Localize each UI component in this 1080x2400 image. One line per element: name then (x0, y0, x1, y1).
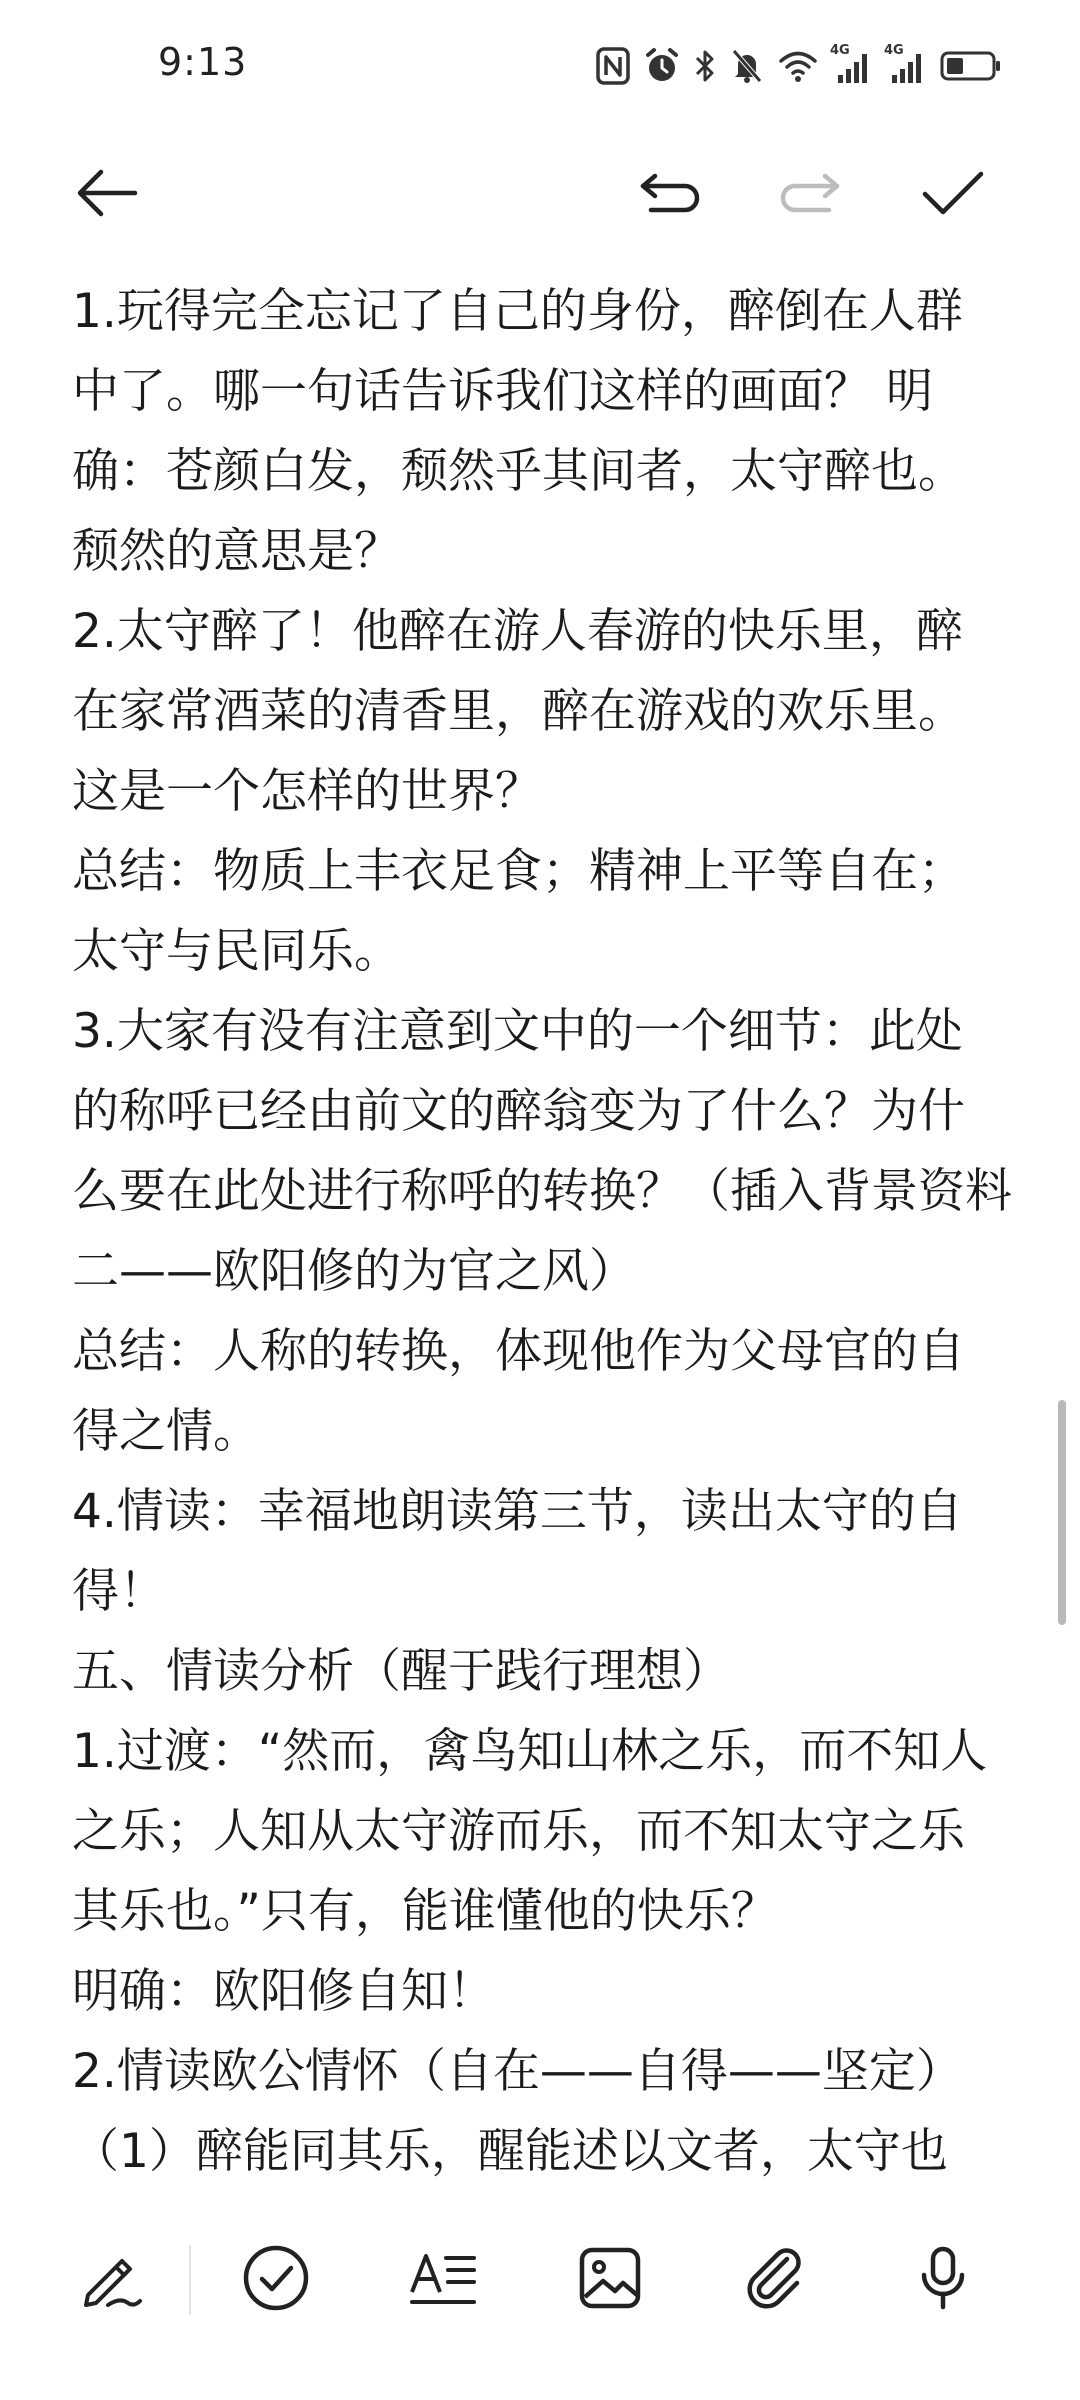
attachment-icon (743, 2245, 809, 2315)
text-line[interactable]: 之乐；人知从太守游而乐，而不知太守之乐 (72, 1804, 965, 1859)
text-line[interactable]: 总结：物质上丰衣足食；精神上平等自在； (72, 844, 965, 899)
mute-icon (730, 47, 764, 85)
text-format-icon (408, 2248, 478, 2312)
voice-input-button[interactable] (893, 2230, 993, 2330)
bottom-toolbar (0, 2210, 1080, 2350)
text-line[interactable]: 1.过渡：“然而，禽鸟知山林之乐，而不知人 (72, 1724, 988, 1779)
checklist-button[interactable] (226, 2230, 326, 2330)
checkmark-icon (921, 168, 985, 222)
alarm-icon (644, 47, 680, 85)
back-arrow-icon (75, 166, 139, 224)
text-line[interactable]: 其乐也。”只有，能谁懂他的快乐？ (72, 1884, 778, 1939)
done-button[interactable] (908, 150, 998, 240)
text-line[interactable]: 太守与民同乐。 (72, 924, 401, 979)
wifi-icon (778, 49, 818, 83)
text-line[interactable]: 么要在此处进行称呼的转换？（插入背景资料 (72, 1164, 1012, 1219)
attachment-button[interactable] (726, 2230, 826, 2330)
status-bar (0, 0, 1080, 135)
signal-4g-icon (884, 43, 926, 85)
text-line[interactable]: 4.情读：幸福地朗读第三节，读出太守的自 (72, 1484, 963, 1539)
undo-icon (637, 168, 703, 222)
checklist-icon (241, 2243, 311, 2317)
pen-icon (78, 2245, 144, 2315)
text-line[interactable]: 得之情。 (72, 1404, 260, 1459)
undo-button[interactable] (625, 150, 715, 240)
text-line[interactable]: 五、情读分析（醒于践行理想） (72, 1644, 730, 1699)
text-line[interactable]: 总结：人称的转换，体现他作为父母官的自 (72, 1324, 965, 1379)
toolbar-divider (189, 2245, 191, 2315)
text-line[interactable]: 在家常酒菜的清香里，醉在游戏的欢乐里。 (72, 684, 965, 739)
back-button[interactable] (62, 150, 152, 240)
status-time: 9:13 (158, 40, 248, 84)
network-type-label: 4G (884, 43, 904, 58)
text-line[interactable]: 颓然的意思是？ (72, 524, 401, 579)
text-line[interactable]: 明确：欧阳修自知！ (72, 1964, 495, 2019)
battery-icon (940, 49, 1002, 83)
microphone-icon (918, 2245, 968, 2315)
nfc-icon (596, 47, 630, 85)
editor-toolbar (0, 150, 1080, 240)
bluetooth-icon (694, 47, 716, 85)
text-format-button[interactable] (393, 2230, 493, 2330)
scrollbar-thumb[interactable] (1058, 1400, 1066, 1625)
text-line[interactable]: （1）醉能同其乐，醒能述以文者，太守也 (72, 2124, 948, 2179)
handwriting-button[interactable] (61, 2230, 161, 2330)
insert-image-button[interactable] (560, 2230, 660, 2330)
text-line[interactable]: 二——欧阳修的为官之风） (72, 1244, 636, 1299)
redo-icon (777, 168, 843, 222)
text-line[interactable]: 得！ (72, 1564, 166, 1619)
text-line[interactable]: 2.太守醉了！他醉在游人春游的快乐里，醉 (72, 604, 963, 659)
note-body[interactable] (72, 272, 1012, 2207)
status-icons (596, 44, 1002, 88)
redo-button[interactable] (765, 150, 855, 240)
text-line[interactable]: 1.玩得完全忘记了自己的身份，醉倒在人群 (72, 284, 963, 339)
text-line[interactable]: 这是一个怎样的世界？ (72, 764, 542, 819)
text-line[interactable]: 确：苍颜白发，颓然乎其间者，太守醉也。 (72, 444, 965, 499)
text-line[interactable]: 3.大家有没有注意到文中的一个细节：此处 (72, 1004, 963, 1059)
text-line[interactable]: 2.情读欧公情怀（自在——自得——坚定） (72, 2044, 963, 2099)
text-line[interactable]: 的称呼已经由前文的醉翁变为了什么？为什 (72, 1084, 965, 1139)
image-icon (577, 2245, 643, 2315)
signal-4g-icon (830, 43, 872, 85)
network-type-label: 4G (830, 43, 850, 58)
text-line[interactable]: 中了。哪一句话告诉我们这样的画面？ 明 (72, 364, 933, 419)
